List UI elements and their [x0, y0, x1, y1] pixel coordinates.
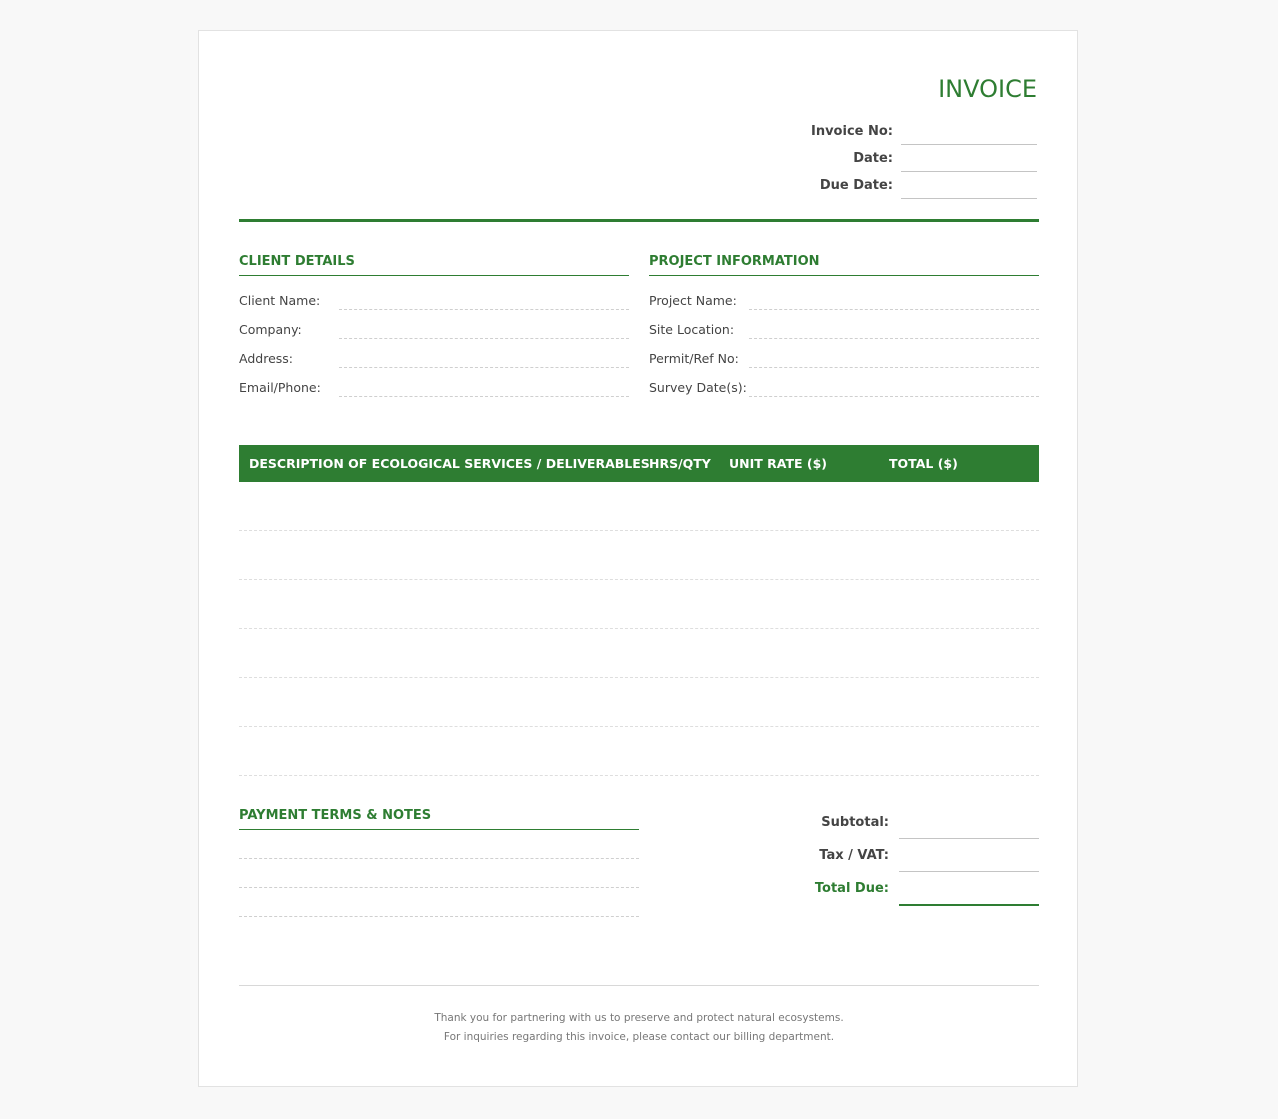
subtotal-field[interactable]: [899, 838, 1039, 839]
company-field[interactable]: [339, 338, 629, 339]
column-description: DESCRIPTION OF ECOLOGICAL SERVICES / DELIVERABLES: [249, 456, 650, 471]
email-phone-label: Email/Phone:: [239, 380, 321, 395]
survey-dates-label: Survey Date(s):: [649, 380, 747, 395]
permit-ref-label: Permit/Ref No:: [649, 351, 739, 366]
table-row[interactable]: [239, 726, 1039, 727]
site-location-field[interactable]: [749, 338, 1039, 339]
project-name-label: Project Name:: [649, 293, 737, 308]
table-row[interactable]: [239, 775, 1039, 776]
subtotal-label: Subtotal:: [821, 815, 889, 830]
company-label: Company:: [239, 322, 302, 337]
client-name-label: Client Name:: [239, 293, 321, 308]
tax-vat-field[interactable]: [899, 871, 1039, 872]
footer-thanks: Thank you for partnering with us to preserve and protect natural ecosystems.: [434, 1012, 844, 1024]
date-label: Date:: [853, 151, 893, 166]
client-details-heading: CLIENT DETAILS: [239, 254, 629, 276]
payment-terms-heading: PAYMENT TERMS & NOTES: [239, 808, 639, 830]
notes-line[interactable]: [239, 887, 639, 888]
invoice-page: [198, 30, 1078, 1087]
due-date-field[interactable]: [901, 198, 1037, 199]
notes-line[interactable]: [239, 916, 639, 917]
address-label: Address:: [239, 351, 293, 366]
table-row[interactable]: [239, 530, 1039, 531]
date-field[interactable]: [901, 171, 1037, 172]
table-row[interactable]: [239, 579, 1039, 580]
invoice-no-label: Invoice No:: [810, 124, 893, 139]
due-date-label: Due Date:: [819, 178, 893, 193]
project-information-heading: PROJECT INFORMATION: [649, 254, 1039, 276]
total-due-field[interactable]: [899, 904, 1039, 906]
address-field[interactable]: [339, 367, 629, 368]
footer-contact: For inquiries regarding this invoice, please contact our billing department.: [443, 1031, 835, 1043]
survey-dates-field[interactable]: [749, 396, 1039, 397]
column-hrs-qty: HRS/QTY: [649, 456, 711, 471]
table-row[interactable]: [239, 628, 1039, 629]
client-name-field[interactable]: [339, 309, 629, 310]
project-name-field[interactable]: [749, 309, 1039, 310]
header-divider: [239, 219, 1039, 222]
permit-ref-field[interactable]: [749, 367, 1039, 368]
email-phone-field[interactable]: [339, 396, 629, 397]
footer-divider: [239, 985, 1039, 986]
column-total: TOTAL ($): [889, 456, 958, 471]
invoice-no-field[interactable]: [901, 144, 1037, 145]
notes-line[interactable]: [239, 858, 639, 859]
table-row[interactable]: [239, 677, 1039, 678]
services-table-header: [239, 445, 1039, 482]
total-due-label: Total Due:: [814, 881, 889, 896]
site-location-label: Site Location:: [649, 322, 735, 337]
tax-vat-label: Tax / VAT:: [819, 848, 889, 863]
column-unit-rate: UNIT RATE ($): [729, 456, 828, 471]
invoice-title: INVOICE: [938, 75, 1037, 103]
